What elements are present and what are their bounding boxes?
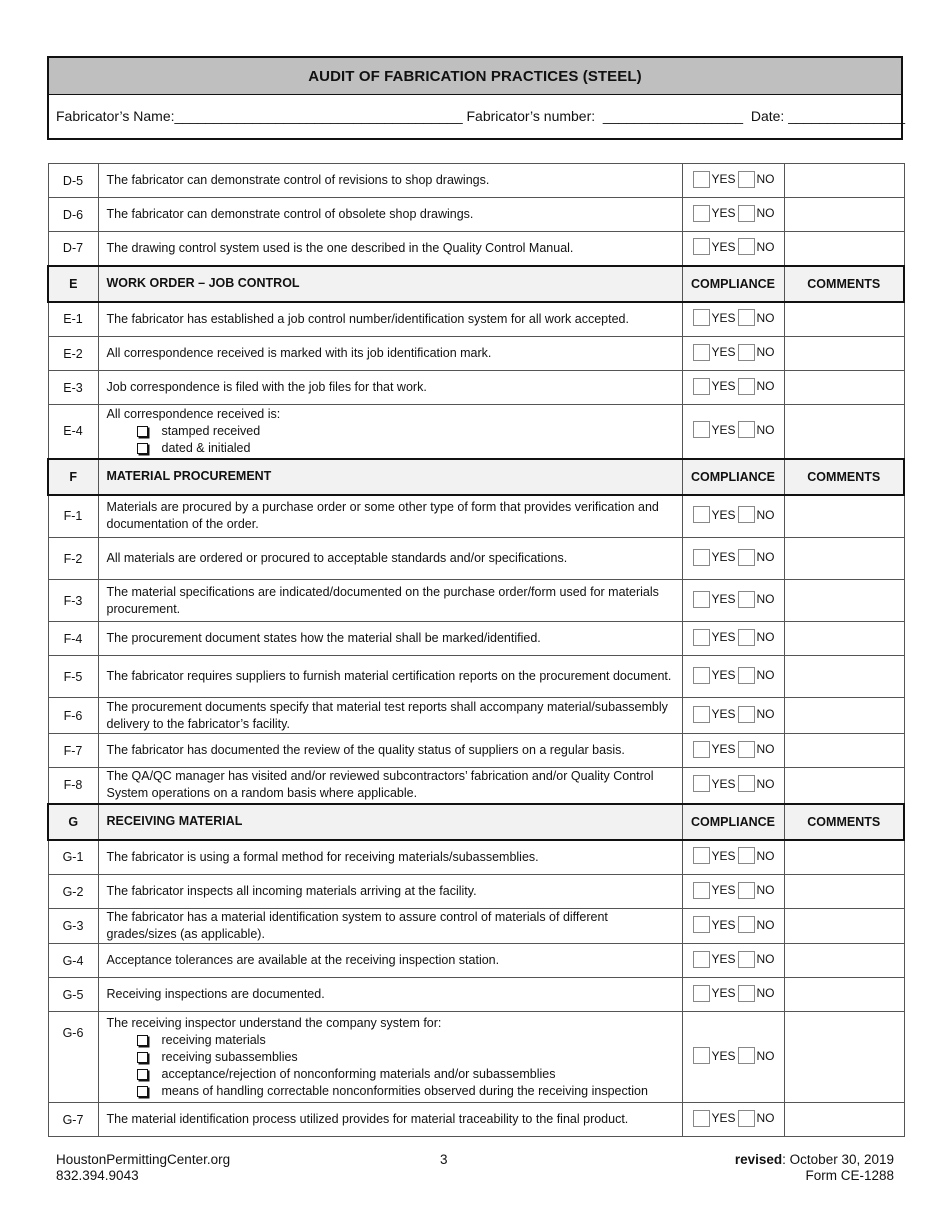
item-text: The fabricator requires suppliers to furnish material certification reports on the procurement document. [106, 669, 672, 683]
table-row [48, 495, 904, 538]
yes-label: YES [711, 507, 736, 522]
no-checkbox[interactable] [738, 421, 755, 438]
table-row [48, 198, 904, 232]
item-code: D-5 [48, 164, 98, 198]
yes-label: YES [711, 422, 736, 437]
no-checkbox[interactable] [738, 549, 755, 566]
compliance-cell [682, 198, 784, 232]
comments-cell[interactable] [784, 495, 904, 538]
yes-no-checkboxes [693, 591, 777, 608]
compliance-cell [682, 371, 784, 405]
section-code: F [48, 459, 98, 495]
compliance-header: COMPLIANCE [682, 459, 784, 495]
item-text: The procurement documents specify that material test reports shall accompany material/subassembly delivery to the fabricator’s facility. [106, 699, 668, 731]
no-label: NO [756, 206, 775, 220]
item-description [98, 944, 682, 978]
item-text: The fabricator can demonstrate control of revisions to shop drawings. [106, 173, 490, 187]
table-row [48, 840, 904, 875]
item-text: The material specifications are indicated/documented on the purchase order/form used for materials procurement. [106, 584, 659, 616]
yes-no-checkboxes [693, 309, 777, 326]
item-code: E-3 [48, 371, 98, 405]
item-description [98, 538, 682, 580]
no-checkbox[interactable] [738, 1110, 755, 1127]
comments-cell[interactable] [784, 840, 904, 875]
item-code: D-6 [48, 198, 98, 232]
item-code: F-2 [48, 538, 98, 580]
yes-label: YES [711, 172, 736, 186]
comments-cell[interactable] [784, 232, 904, 266]
item-description [98, 656, 682, 698]
item-code: F-3 [48, 580, 98, 622]
no-label: NO [756, 917, 775, 932]
yes-no-checkboxes [693, 421, 777, 438]
item-description [98, 698, 682, 734]
yes-checkbox[interactable] [693, 171, 710, 188]
compliance-cell [682, 495, 784, 538]
compliance-cell [682, 1103, 784, 1137]
comments-cell[interactable] [784, 909, 904, 944]
item-code: F-5 [48, 656, 98, 698]
item-code: F-4 [48, 622, 98, 656]
yes-checkbox[interactable] [693, 549, 710, 566]
no-checkbox[interactable] [738, 171, 755, 188]
yes-label: YES [711, 952, 736, 966]
item-code: E-1 [48, 302, 98, 337]
item-code: G-1 [48, 840, 98, 875]
table-row [48, 944, 904, 978]
yes-label: YES [711, 310, 736, 325]
fabricator-name-field[interactable]: Fabricator’s Name:_____________________________________ [56, 108, 463, 124]
item-text: All correspondence received is marked with its job identification mark. [106, 346, 492, 360]
yes-checkbox[interactable] [693, 667, 710, 684]
header-fields [49, 95, 906, 137]
no-checkbox[interactable] [738, 506, 755, 523]
yes-no-checkboxes [693, 985, 777, 1002]
yes-label: YES [711, 742, 736, 756]
fabricator-number-field[interactable]: Fabricator’s number: __________________ [462, 108, 744, 124]
no-label: NO [756, 630, 775, 644]
checklist-item [137, 1066, 674, 1083]
item-description [98, 1103, 682, 1137]
yes-no-checkboxes [693, 1047, 777, 1064]
checkbox-bullet-icon[interactable] [137, 426, 148, 437]
item-text: All correspondence received is: [106, 406, 281, 421]
item-text: The receiving inspector understand the company system for: [106, 1015, 442, 1030]
yes-label: YES [711, 707, 736, 721]
item-description [98, 1012, 682, 1103]
no-checkbox[interactable] [738, 238, 755, 255]
no-label: NO [756, 592, 775, 606]
compliance-cell [682, 909, 784, 944]
item-text: All materials are ordered or procured to acceptable standards and/or specifications. [106, 551, 568, 565]
no-label: NO [756, 848, 775, 863]
checklist-item [137, 1083, 674, 1100]
comments-cell[interactable] [784, 1103, 904, 1137]
comments-header: COMMENTS [784, 459, 904, 495]
table-row [48, 164, 904, 198]
item-text: The drawing control system used is the one described in the Quality Control Manual. [106, 240, 574, 255]
no-label: NO [756, 507, 775, 522]
form-header [47, 56, 906, 140]
checklist [107, 423, 674, 457]
section-code: G [48, 804, 98, 840]
yes-no-checkboxes [693, 205, 777, 222]
item-code: F-8 [48, 768, 98, 804]
item-description [98, 232, 682, 266]
compliance-cell [682, 232, 784, 266]
item-text: The QA/QC manager has visited and/or reviewed subcontractors’ fabrication and/or Quality Control System operations on a random basis where applicable. [106, 769, 654, 801]
compliance-header: COMPLIANCE [682, 266, 784, 302]
yes-no-checkboxes [693, 775, 777, 792]
item-description [98, 405, 682, 459]
item-code: G-4 [48, 944, 98, 978]
yes-checkbox[interactable] [693, 591, 710, 608]
table-row [48, 405, 904, 459]
no-label: NO [756, 1111, 775, 1125]
yes-no-checkboxes [693, 378, 777, 395]
no-checkbox[interactable] [738, 667, 755, 684]
comments-cell[interactable] [784, 580, 904, 622]
checklist-item-label: dated & initialed [161, 440, 251, 455]
comments-cell[interactable] [784, 1012, 904, 1103]
yes-checkbox[interactable] [693, 344, 710, 361]
comments-cell[interactable] [784, 622, 904, 656]
checkbox-bullet-icon[interactable] [137, 1069, 148, 1080]
item-description [98, 978, 682, 1012]
yes-label: YES [711, 1048, 736, 1063]
comments-cell[interactable] [784, 302, 904, 337]
item-text: The fabricator has established a job control number/identification system for all work accepted. [106, 311, 629, 326]
table-row [48, 622, 904, 656]
compliance-cell [682, 302, 784, 337]
footer-phone: 832.394.9043 [56, 1168, 139, 1183]
table-row [48, 909, 904, 944]
table-row [48, 656, 904, 698]
no-label: NO [756, 952, 775, 966]
compliance-cell [682, 405, 784, 459]
yes-label: YES [711, 776, 736, 791]
comments-cell[interactable] [784, 198, 904, 232]
no-checkbox[interactable] [738, 847, 755, 864]
compliance-cell [682, 164, 784, 198]
no-checkbox[interactable] [738, 344, 755, 361]
table-row [48, 698, 904, 734]
yes-no-checkboxes [693, 847, 777, 864]
compliance-cell [682, 622, 784, 656]
no-label: NO [756, 239, 775, 254]
item-code: G-5 [48, 978, 98, 1012]
table-row [48, 1012, 904, 1103]
yes-label: YES [711, 883, 736, 897]
item-description [98, 768, 682, 804]
section-title: WORK ORDER – JOB CONTROL [98, 266, 682, 302]
table-row [48, 978, 904, 1012]
no-label: NO [756, 1048, 775, 1063]
table-row [48, 768, 904, 804]
yes-checkbox[interactable] [693, 309, 710, 326]
item-code: E-4 [48, 405, 98, 459]
comments-cell[interactable] [784, 978, 904, 1012]
item-code: F-7 [48, 734, 98, 768]
yes-label: YES [711, 917, 736, 932]
yes-checkbox[interactable] [693, 421, 710, 438]
item-description [98, 734, 682, 768]
compliance-cell [682, 698, 784, 734]
table-row [48, 302, 904, 337]
yes-label: YES [711, 345, 736, 359]
item-text: Job correspondence is filed with the job files for that work. [106, 380, 427, 394]
compliance-cell [682, 944, 784, 978]
no-checkbox[interactable] [738, 706, 755, 723]
footer-right [735, 1152, 894, 1184]
no-checkbox[interactable] [738, 775, 755, 792]
checkbox-bullet-icon[interactable] [137, 443, 148, 454]
yes-no-checkboxes [693, 667, 777, 684]
checklist-item-label: receiving materials [161, 1032, 266, 1047]
yes-label: YES [711, 630, 736, 644]
yes-checkbox[interactable] [693, 706, 710, 723]
item-code: G-3 [48, 909, 98, 944]
compliance-header: COMPLIANCE [682, 804, 784, 840]
item-text: The fabricator has a material identification system to assure control of materials of different grades/sizes (as applicable). [106, 910, 608, 941]
section-title: RECEIVING MATERIAL [98, 804, 682, 840]
checklist [107, 1032, 674, 1100]
comments-cell[interactable] [784, 734, 904, 768]
yes-no-checkboxes [693, 951, 777, 968]
revised-label: revised [734, 1152, 783, 1167]
comments-cell[interactable] [784, 698, 904, 734]
item-description [98, 302, 682, 337]
checklist-item [137, 440, 674, 457]
comments-header: COMMENTS [784, 804, 904, 840]
no-label: NO [756, 742, 775, 756]
item-text: The fabricator inspects all incoming materials arriving at the facility. [106, 884, 477, 898]
section-header-row [48, 266, 904, 302]
item-description [98, 840, 682, 875]
checkbox-bullet-icon[interactable] [137, 1086, 148, 1097]
item-code: G-6 [48, 1012, 98, 1103]
item-description [98, 909, 682, 944]
yes-checkbox[interactable] [693, 238, 710, 255]
yes-label: YES [711, 239, 736, 254]
footer-website: HoustonPermittingCenter.org [56, 1152, 231, 1167]
checklist-item-label: stamped received [161, 423, 261, 438]
table-row [48, 875, 904, 909]
yes-checkbox[interactable] [693, 1047, 710, 1064]
table-row [48, 1103, 904, 1137]
no-label: NO [756, 883, 775, 897]
item-code: F-1 [48, 495, 98, 538]
comments-cell[interactable] [784, 656, 904, 698]
yes-checkbox[interactable] [693, 629, 710, 646]
yes-checkbox[interactable] [693, 951, 710, 968]
page-number: 3 [440, 1152, 448, 1167]
item-code: G-7 [48, 1103, 98, 1137]
no-checkbox[interactable] [738, 985, 755, 1002]
no-checkbox[interactable] [738, 378, 755, 395]
compliance-cell [682, 538, 784, 580]
yes-checkbox[interactable] [693, 741, 710, 758]
table-row [48, 580, 904, 622]
compliance-cell [682, 656, 784, 698]
compliance-cell [682, 1012, 784, 1103]
item-description [98, 622, 682, 656]
yes-no-checkboxes [693, 549, 777, 566]
yes-label: YES [711, 550, 736, 564]
audit-checklist-table [47, 163, 905, 1137]
no-checkbox[interactable] [738, 916, 755, 933]
comments-cell[interactable] [784, 405, 904, 459]
comments-cell[interactable] [784, 875, 904, 909]
yes-checkbox[interactable] [693, 985, 710, 1002]
yes-no-checkboxes [693, 629, 777, 646]
yes-label: YES [711, 592, 736, 606]
no-label: NO [756, 172, 775, 186]
yes-checkbox[interactable] [693, 882, 710, 899]
yes-checkbox[interactable] [693, 775, 710, 792]
item-description [98, 198, 682, 232]
checklist-item-label: means of handling correctable nonconformities observed during the receiving inspection [161, 1083, 648, 1098]
section-code: E [48, 266, 98, 302]
item-code: E-2 [48, 337, 98, 371]
comments-cell[interactable] [784, 164, 904, 198]
yes-label: YES [711, 1111, 736, 1125]
item-description [98, 164, 682, 198]
no-checkbox[interactable] [738, 205, 755, 222]
section-title: MATERIAL PROCUREMENT [98, 459, 682, 495]
compliance-cell [682, 734, 784, 768]
comments-cell[interactable] [784, 337, 904, 371]
yes-checkbox[interactable] [693, 506, 710, 523]
compliance-cell [682, 875, 784, 909]
no-label: NO [756, 986, 775, 1000]
yes-no-checkboxes [693, 506, 777, 523]
no-label: NO [756, 668, 775, 682]
no-label: NO [756, 550, 775, 564]
item-text: The material identification process utilized provides for material traceability to the final product. [106, 1112, 629, 1126]
table-row [48, 337, 904, 371]
item-text: Acceptance tolerances are available at the receiving inspection station. [106, 953, 500, 967]
yes-no-checkboxes [693, 916, 777, 933]
yes-checkbox[interactable] [693, 1110, 710, 1127]
no-label: NO [756, 776, 775, 791]
item-text: Receiving inspections are documented. [106, 987, 325, 1001]
yes-no-checkboxes [693, 706, 777, 723]
comments-cell[interactable] [784, 371, 904, 405]
yes-label: YES [711, 986, 736, 1000]
yes-checkbox[interactable] [693, 847, 710, 864]
checkbox-bullet-icon[interactable] [137, 1035, 148, 1046]
item-description [98, 875, 682, 909]
footer-left [56, 1152, 230, 1184]
item-code: G-2 [48, 875, 98, 909]
table-row [48, 734, 904, 768]
item-code: F-6 [48, 698, 98, 734]
no-checkbox[interactable] [738, 951, 755, 968]
item-text: The fabricator can demonstrate control of obsolete shop drawings. [106, 207, 474, 221]
item-code: D-7 [48, 232, 98, 266]
no-checkbox[interactable] [738, 882, 755, 899]
no-checkbox[interactable] [738, 309, 755, 326]
yes-no-checkboxes [693, 238, 777, 255]
yes-label: YES [711, 848, 736, 863]
compliance-cell [682, 337, 784, 371]
item-description [98, 371, 682, 405]
form-title: AUDIT OF FABRICATION PRACTICES (STEEL) [49, 58, 901, 95]
no-label: NO [756, 379, 775, 393]
comments-header: COMMENTS [784, 266, 904, 302]
yes-label: YES [711, 668, 736, 682]
table-row [48, 232, 904, 266]
revised-date: : October 30, 2019 [782, 1152, 894, 1167]
section-header-row [48, 459, 904, 495]
item-description [98, 337, 682, 371]
compliance-cell [682, 840, 784, 875]
checklist-item [137, 1032, 674, 1049]
yes-no-checkboxes [693, 741, 777, 758]
yes-no-checkboxes [693, 171, 777, 188]
item-text: Materials are procured by a purchase order or some other type of form that provides verification and documentation of the order. [106, 500, 659, 532]
date-field[interactable]: Date: _______________ [743, 108, 906, 124]
comments-cell[interactable] [784, 944, 904, 978]
no-label: NO [756, 422, 775, 437]
no-checkbox[interactable] [738, 1047, 755, 1064]
compliance-cell [682, 978, 784, 1012]
compliance-cell [682, 768, 784, 804]
checkbox-bullet-icon[interactable] [137, 1052, 148, 1063]
no-label: NO [756, 707, 775, 721]
footer-revised [735, 1152, 894, 1168]
yes-label: YES [711, 379, 736, 393]
table-row [48, 538, 904, 580]
no-checkbox[interactable] [738, 591, 755, 608]
item-text: The fabricator is using a formal method for receiving materials/subassemblies. [106, 849, 539, 864]
table-row [48, 371, 904, 405]
form-number: Form CE-1288 [805, 1168, 894, 1183]
no-checkbox[interactable] [738, 741, 755, 758]
item-description [98, 580, 682, 622]
yes-label: YES [711, 206, 736, 220]
compliance-cell [682, 580, 784, 622]
no-checkbox[interactable] [738, 629, 755, 646]
yes-no-checkboxes [693, 1110, 777, 1127]
section-header-row [48, 804, 904, 840]
item-description [98, 495, 682, 538]
comments-cell[interactable] [784, 768, 904, 804]
yes-checkbox[interactable] [693, 378, 710, 395]
checklist-item [137, 423, 674, 440]
comments-cell[interactable] [784, 538, 904, 580]
yes-checkbox[interactable] [693, 916, 710, 933]
yes-no-checkboxes [693, 344, 777, 361]
yes-no-checkboxes [693, 882, 777, 899]
item-text: The procurement document states how the material shall be marked/identified. [106, 631, 541, 645]
no-label: NO [756, 345, 775, 359]
yes-checkbox[interactable] [693, 205, 710, 222]
no-label: NO [756, 310, 775, 325]
checklist-item-label: receiving subassemblies [161, 1049, 298, 1064]
checklist-item [137, 1049, 674, 1066]
checklist-item-label: acceptance/rejection of nonconforming materials and/or subassemblies [161, 1066, 556, 1081]
item-text: The fabricator has documented the review of the quality status of suppliers on a regular basis. [106, 743, 625, 757]
